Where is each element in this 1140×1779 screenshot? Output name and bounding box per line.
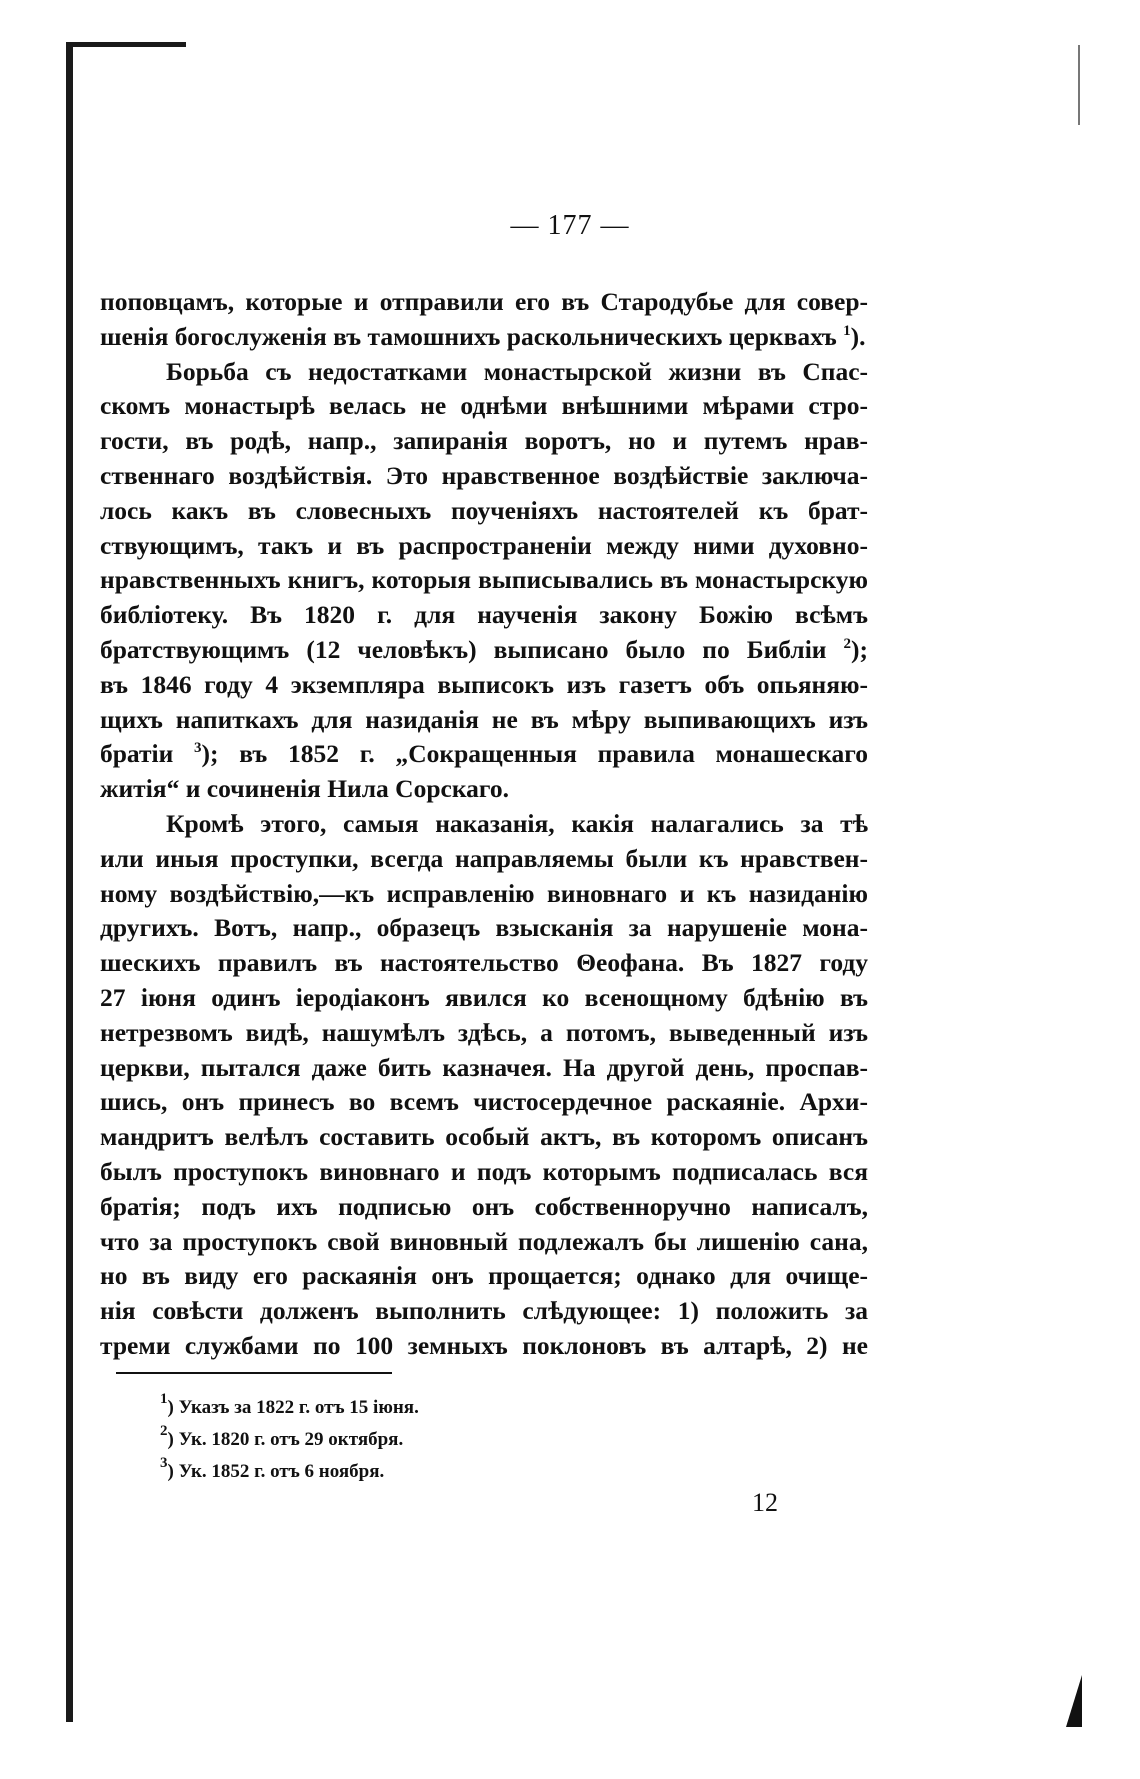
text-line: шись, онъ принесъ во всемъ чистосердечное раскаяніе. Архи- — [100, 1087, 868, 1117]
text-line — [100, 633, 868, 668]
ref-close: ). — [850, 321, 866, 351]
ref-close: ); — [851, 634, 869, 664]
page-number-header: — 177 — — [510, 210, 630, 241]
text-segment: братіи — [100, 739, 174, 769]
text-line: нетрезвомъ видѣ, нашумѣлъ здѣсь, а потомъ, выведенный изъ — [100, 1017, 868, 1047]
footnote-item — [160, 1392, 660, 1424]
text-line: мандритъ велѣлъ составить особый актъ, въ которомъ описанъ — [100, 1122, 868, 1152]
paragraph — [100, 807, 868, 1364]
text-line: библіотеку. Въ 1820 г. для наученія закону Божію всѣмъ — [100, 600, 868, 630]
footnote-mark: 2 — [160, 1423, 168, 1439]
text-line: шескихъ правилъ въ настоятельство Θеофана. Въ 1827 году — [100, 948, 868, 978]
page-scan-edge-top — [66, 42, 186, 47]
text-line: былъ проступокъ виновнаго и подъ которымъ подписалась вся — [100, 1156, 868, 1186]
text-line: гости, въ родѣ, напр., запиранія воротъ, но и путемъ нрав- — [100, 426, 868, 456]
footnote-text: ) Ук. 1852 г. отъ 6 ноября. — [167, 1461, 385, 1482]
text-segment: ; въ 1852 г. „Сокращенныя правила монашескаго — [210, 739, 868, 769]
footnote-mark: 3 — [160, 1455, 168, 1471]
text-segment: братствующимъ (12 человѣкъ) выписано было по Библіи — [100, 634, 827, 664]
paragraph — [100, 355, 868, 807]
text-line: нравственныхъ книгъ, которыя выписывались въ монастырскую — [100, 565, 868, 595]
text-line: или иныя проступки, всегда направляемы были къ нравствен- — [100, 843, 868, 873]
text-line: ному воздѣйствію,—къ исправленію виновнаго и къ назиданію — [100, 878, 868, 908]
footnotes — [160, 1392, 660, 1488]
text-line: нія совѣсти долженъ выполнить слѣдующее: 1) положить за — [100, 1296, 868, 1326]
text-line: ствующимъ, такъ и въ распространеніи между ними духовно- — [100, 530, 868, 560]
text-line: но въ виду его раскаянія онъ прощается; однако для очище- — [100, 1261, 868, 1291]
text-line: треми службами по 100 земныхъ поклоновъ въ алтарѣ, 2) не — [100, 1330, 868, 1360]
text-line — [100, 320, 868, 355]
text-line: лось какъ въ словесныхъ поученіяхъ настоятелей къ брат- — [100, 495, 868, 525]
text-line: Кромѣ этого, самыя наказанія, какія налагались за тѣ — [166, 808, 868, 838]
text-line: 27 іюня одинъ іеродіаконъ явился ко всенощному бдѣнію въ — [100, 982, 868, 1012]
text-line: Борьба съ недостатками монастырской жизни въ Спас- — [166, 356, 868, 386]
text-line: въ 1846 году 4 экземпляра выписокъ изъ газетъ объ опьяняю- — [100, 669, 868, 699]
text-line — [100, 737, 868, 772]
paragraph — [100, 285, 868, 355]
text-line: церкви, пытался даже бить казначея. На другой день, проспав- — [100, 1052, 868, 1082]
corner-tab-icon — [1066, 1675, 1082, 1727]
text-line: скомъ монастырѣ велась не однѣми внѣшними мѣрами стро- — [100, 391, 868, 421]
page-scan-edge-left — [66, 42, 73, 1722]
footnote-mark: 1 — [160, 1391, 168, 1407]
text-line: что за проступокъ свой виновный подлежалъ бы лишенію сана, — [100, 1226, 868, 1256]
footnote-text: ) Указъ за 1822 г. отъ 15 іюня. — [167, 1397, 419, 1418]
body-text — [100, 285, 868, 1364]
footnote-ref: 3 — [194, 740, 202, 757]
signature-mark: 12 — [752, 1488, 778, 1517]
footnote-text: ) Ук. 1820 г. отъ 29 октября. — [167, 1429, 404, 1450]
footnote-item — [160, 1456, 660, 1488]
text-line: щихъ напиткахъ для назиданія не въ мѣру выпивающихъ изъ — [100, 704, 868, 734]
text-line: другихъ. Вотъ, напр., образецъ взысканія за нарушеніе мона- — [100, 913, 868, 943]
text-line: братія; подъ ихъ подписью онъ собственноручно написалъ, — [100, 1191, 868, 1221]
footnote-ref: 1 — [843, 322, 851, 339]
footnote-ref: 2 — [843, 635, 852, 652]
text-line: поповцамъ, которые и отправили его въ Стародубье для совер- — [100, 287, 868, 316]
text-line: ственнаго воздѣйствія. Это нравственное воздѣйствіе заключа- — [100, 460, 868, 490]
footnote-divider — [116, 1372, 392, 1374]
page-scan-edge-right — [1078, 45, 1080, 125]
ref-close: ) — [201, 739, 211, 769]
text-line: житія“ и сочиненія Нила Сорскаго. — [100, 774, 509, 804]
text-segment: шенія богослуженія въ тамошнихъ раскольническихъ церквахъ — [100, 321, 837, 351]
footnote-item — [160, 1424, 660, 1456]
